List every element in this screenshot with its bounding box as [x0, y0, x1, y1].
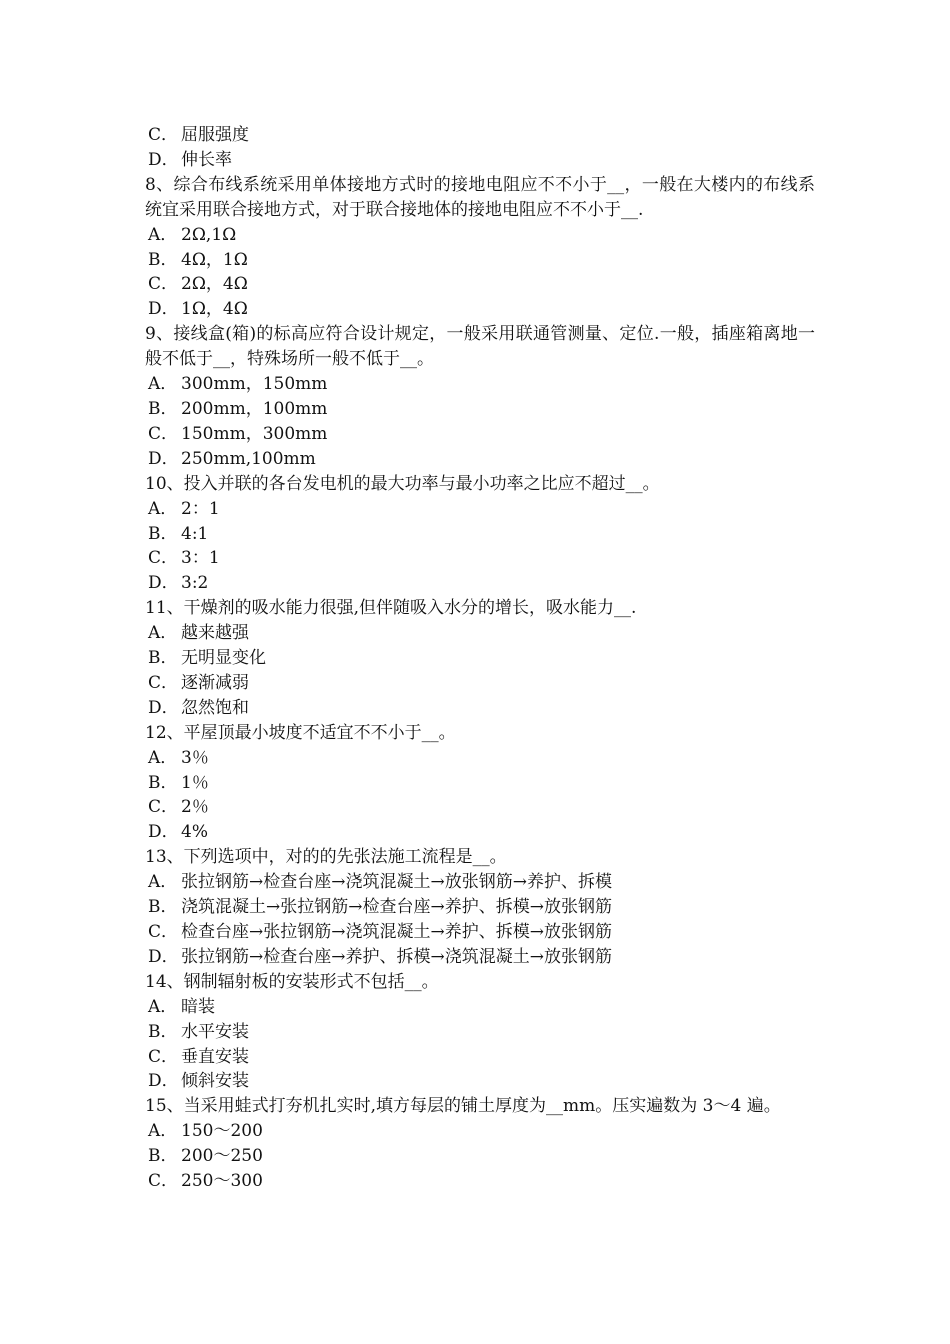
option-text: 3:2 — [181, 573, 209, 594]
option-letter: C． — [148, 548, 179, 569]
option-letter: D． — [148, 1071, 179, 1092]
option-text: 伸长率 — [181, 149, 232, 170]
option-line — [145, 522, 815, 547]
option-letter: C． — [148, 1171, 179, 1192]
option-line — [145, 646, 815, 671]
option-text: 暗装 — [181, 996, 215, 1017]
option-letter: B． — [148, 523, 178, 544]
option-letter: A． — [148, 872, 178, 893]
option-letter: D． — [148, 299, 179, 320]
option-letter: D． — [148, 149, 179, 170]
option-letter: C． — [148, 797, 179, 818]
option-text: 2Ω,1Ω — [181, 224, 237, 245]
option-text: 3％ — [181, 747, 209, 768]
option-text: 150mm，300mm — [181, 423, 328, 444]
option-line — [145, 895, 815, 920]
option-line — [145, 1169, 815, 1194]
question-13-text: 13、下列选项中，对的的先张法施工流程是__。 — [145, 847, 507, 868]
option-line — [145, 546, 815, 571]
option-line — [145, 372, 815, 397]
option-line — [145, 123, 815, 148]
option-text: 200～250 — [181, 1146, 263, 1167]
option-letter: B． — [148, 398, 178, 419]
option-text: 无明显变化 — [181, 648, 266, 669]
option-letter: A． — [148, 224, 178, 245]
option-line — [145, 870, 815, 895]
option-letter: A． — [148, 623, 178, 644]
option-letter: B． — [148, 249, 178, 270]
option-line — [145, 148, 815, 173]
option-line — [145, 223, 815, 248]
option-letter: C． — [148, 1046, 179, 1067]
option-line — [145, 397, 815, 422]
option-text: 逐渐减弱 — [181, 672, 249, 693]
option-letter: D． — [148, 697, 179, 718]
option-letter: D． — [148, 822, 179, 843]
option-line — [145, 1144, 815, 1169]
option-text: 3：1 — [181, 548, 220, 569]
question-10-text: 10、投入并联的各台发电机的最大功率与最小功率之比应不超过__。 — [145, 473, 660, 494]
option-text: 2％ — [181, 797, 209, 818]
question-14-text: 14、钢制辐射板的安装形式不包括__。 — [145, 971, 439, 992]
option-text: 200mm，100mm — [181, 398, 328, 419]
question-11-text: 11、干燥剂的吸水能力很强,但伴随吸入水分的增长，吸水能力__. — [145, 598, 637, 619]
option-letter: A． — [148, 747, 178, 768]
option-line — [145, 1020, 815, 1045]
option-letter: C． — [148, 672, 179, 693]
option-line — [145, 995, 815, 1020]
option-letter: D． — [148, 946, 179, 967]
option-text: 250mm,100mm — [181, 448, 316, 469]
option-line — [145, 920, 815, 945]
option-line — [145, 447, 815, 472]
option-text: 越来越强 — [181, 623, 249, 644]
option-text: 1Ω，4Ω — [181, 299, 248, 320]
question-12-text: 12、平屋顶最小坡度不适宜不不小于__。 — [145, 722, 456, 743]
option-line — [145, 795, 815, 820]
option-letter: B． — [148, 1146, 178, 1167]
option-line — [145, 671, 815, 696]
option-line — [145, 696, 815, 721]
option-line — [145, 248, 815, 273]
option-line — [145, 497, 815, 522]
option-letter: A． — [148, 1121, 178, 1142]
option-letter: D． — [148, 448, 179, 469]
option-line — [145, 571, 815, 596]
option-text: 2Ω，4Ω — [181, 274, 248, 295]
option-text: 屈服强度 — [181, 125, 249, 145]
option-text: 250～300 — [181, 1171, 263, 1192]
option-letter: B． — [148, 772, 178, 793]
option-line — [145, 746, 815, 771]
option-letter: C． — [148, 125, 179, 145]
option-text: 300mm，150mm — [181, 374, 328, 395]
option-letter: A． — [148, 996, 178, 1017]
option-text: 4% — [181, 822, 208, 843]
option-letter: B． — [148, 648, 178, 669]
option-text: 垂直安装 — [181, 1046, 249, 1067]
option-text: 张拉钢筋→检查台座→养护、拆模→浇筑混凝土→放张钢筋 — [181, 946, 612, 967]
option-line — [145, 1069, 815, 1094]
option-line — [145, 771, 815, 796]
option-text: 倾斜安装 — [181, 1071, 249, 1092]
option-line — [145, 297, 815, 322]
option-line — [145, 272, 815, 297]
option-letter: C． — [148, 274, 179, 295]
option-text: 4:1 — [181, 523, 209, 544]
option-text: 检查台座→张拉钢筋→浇筑混凝土→养护、拆模→放张钢筋 — [181, 922, 612, 942]
option-text: 1％ — [181, 772, 209, 793]
option-text: 4Ω，1Ω — [181, 249, 248, 270]
question-9-text: 9、接线盒(箱)的标高应符合设计规定，一般采用联通管测量、定位.一般，插座箱离地一般不低于__，特殊场所一般不低于__。 — [145, 324, 815, 370]
option-line — [145, 621, 815, 646]
option-letter: C． — [148, 922, 179, 942]
option-letter: A． — [148, 498, 178, 519]
question-15-text: 15、当采用蛙式打夯机扎实时,填方每层的铺土厚度为__mm。压实遍数为 3～4 遍。 — [145, 1096, 781, 1117]
option-line — [145, 820, 815, 845]
option-line — [145, 945, 815, 970]
option-letter: B． — [148, 897, 178, 918]
option-line — [145, 422, 815, 447]
question-8-text: 8、综合布线系统采用单体接地方式时的接地电阻应不不小于__，一般在大楼内的布线系统宜采用联合接地方式，对于联合接地体的接地电阻应不不小于__. — [145, 174, 815, 220]
document-page — [145, 123, 815, 1194]
option-letter: B． — [148, 1021, 178, 1042]
option-letter: D． — [148, 573, 179, 594]
option-line — [145, 1045, 815, 1070]
option-text: 2：1 — [181, 498, 220, 519]
option-letter: A． — [148, 374, 178, 395]
option-line — [145, 1119, 815, 1144]
option-text: 忽然饱和 — [181, 697, 249, 718]
option-letter: C． — [148, 423, 179, 444]
option-text: 水平安装 — [181, 1021, 249, 1042]
option-text: 150～200 — [181, 1121, 263, 1142]
option-text: 浇筑混凝土→张拉钢筋→检查台座→养护、拆模→放张钢筋 — [181, 897, 612, 918]
option-text: 张拉钢筋→检查台座→浇筑混凝土→放张钢筋→养护、拆模 — [181, 872, 612, 893]
